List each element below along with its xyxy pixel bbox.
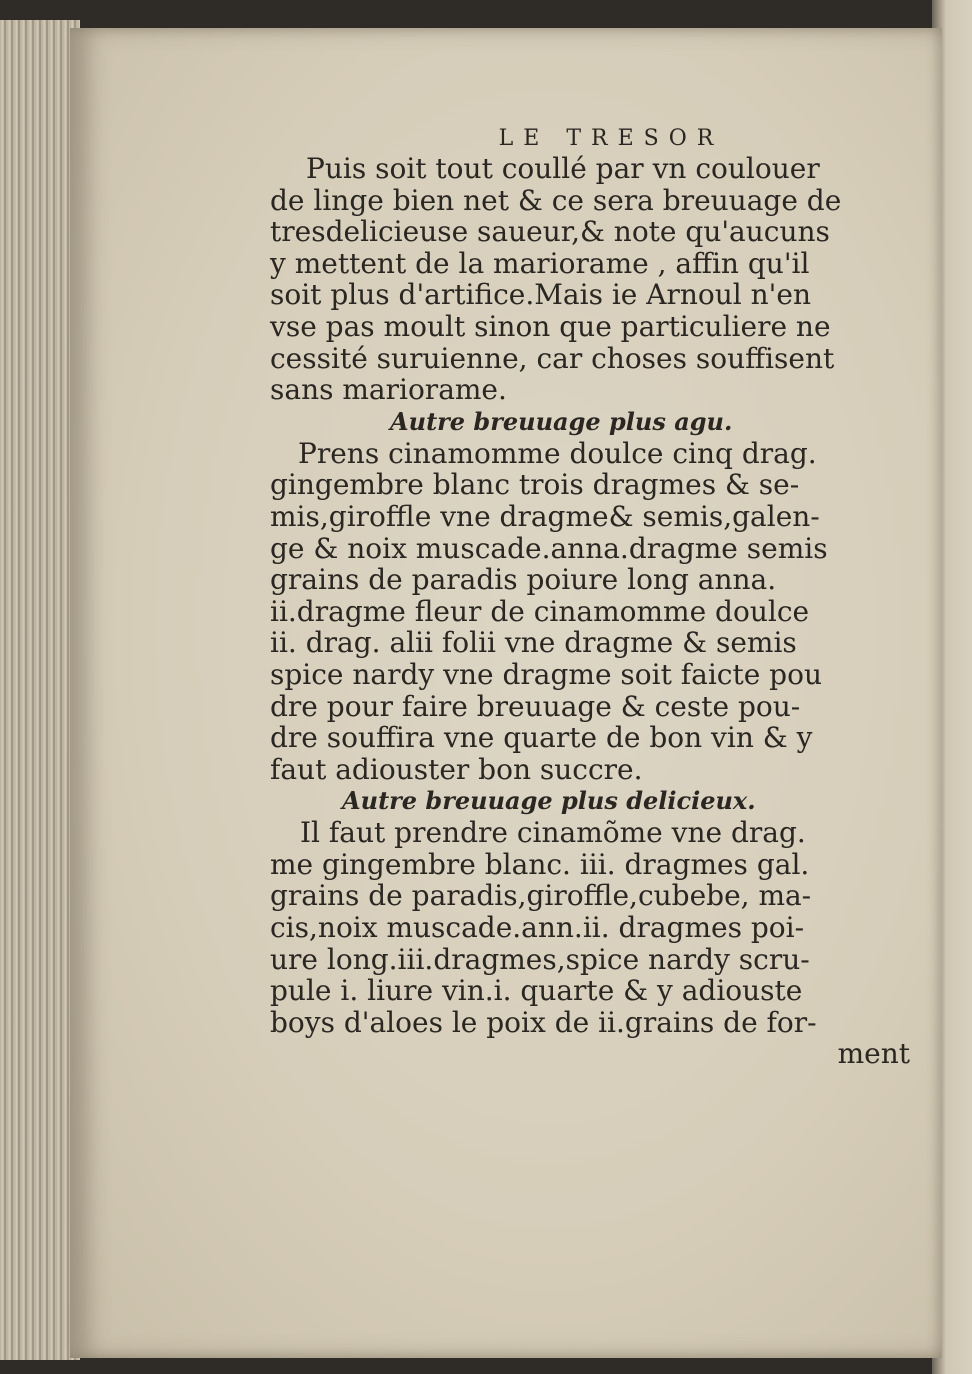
- text-line: de linge bien net & ce sera breuuage de: [270, 183, 842, 217]
- book-page: [70, 28, 942, 1358]
- text-line: me gingembre blanc. iii. dragmes gal.: [270, 847, 810, 881]
- catchword: ment: [837, 1037, 910, 1071]
- text-line: cessité suruienne, car choses souffisent: [270, 341, 835, 375]
- text-line: Il faut prendre cinamõme vne drag.: [300, 816, 806, 850]
- stacked-page-edges: [0, 20, 80, 1360]
- text-line: pule i. liure vin.i. quarte & y adiouste: [270, 974, 803, 1008]
- text-line: cis,noix muscade.ann.ii. dragmes poi-: [270, 911, 805, 945]
- text-line: dre pour faire breuuage & ceste pou-: [270, 689, 801, 723]
- text-line: vse pas moult sinon que particuliere ne: [270, 309, 831, 343]
- text-line: ii.dragme fleur de cinamomme doulce: [270, 594, 810, 628]
- text-line: dre souffira vne quarte de bon vin & y: [270, 721, 813, 755]
- text-line: tresdelicieuse saueur,& note qu'aucuns: [270, 215, 830, 249]
- text-line: y mettent de la mariorame , affin qu'il: [270, 246, 810, 280]
- text-line: sans mariorame.: [270, 373, 507, 407]
- text-line: soit plus d'artifice.Mais ie Arnoul n'en: [270, 278, 811, 312]
- text-line: Puis soit tout coullé par vn coulouer: [306, 152, 820, 185]
- text-line: ii. drag. alii folii vne dragme & semis: [270, 626, 797, 660]
- text-line: ge & noix muscade.anna.dragme semis: [270, 531, 828, 565]
- text-line: grains de paradis poiure long anna.: [270, 563, 777, 597]
- text-line: boys d'aloes le poix de ii.grains de for-: [270, 1005, 817, 1039]
- text-line: faut adiouster bon succre.: [270, 752, 643, 786]
- text-block: [270, 126, 942, 1070]
- section-heading: Autre breuuage plus delicieux.: [342, 786, 756, 816]
- text-line: ure long.iii.dragmes,spice nardy scru-: [270, 942, 810, 976]
- text-line: gingembre blanc trois dragmes & se-: [270, 468, 800, 502]
- section-heading: Autre breuuage plus agu.: [390, 406, 733, 436]
- running-head: LE TRESOR: [498, 126, 724, 151]
- text-line: Prens cinamomme doulce cinq drag.: [298, 436, 817, 470]
- text-line: spice nardy vne dragme soit faicte pou: [270, 657, 822, 691]
- text-line: grains de paradis,giroffle,cubebe, ma-: [270, 879, 812, 913]
- text-line: mis,giroffle vne dragme& semis,galen-: [270, 499, 820, 533]
